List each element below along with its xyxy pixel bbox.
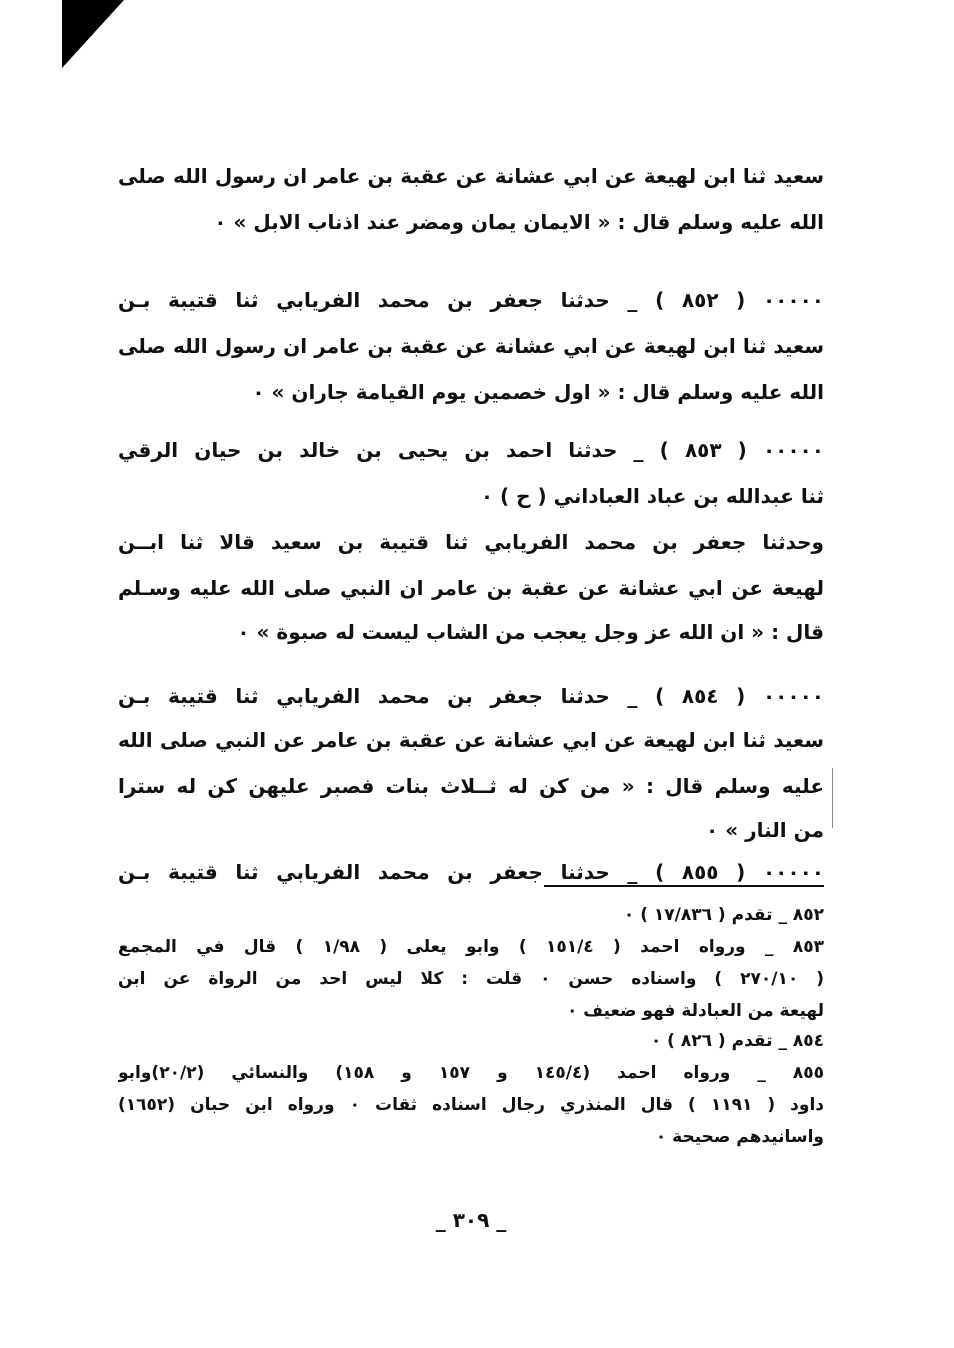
hadith-854-heading: ٠٠٠٠٠ ( ٨٥٤ ) _ حدثنا جعفر بن محمد الفريابي ثنا قتيبة بـن [118,684,824,708]
body-line: الله عليه وسلم قال : « الايمان يمان ومضر عند اذناب الابل » ٠ [214,210,824,234]
hadith-853-heading: ٠٠٠٠٠ ( ٨٥٣ ) _ حدثنا احمد بن يحيى بن خالد بن حيان الرقي [118,438,824,462]
scan-edge-mark [832,768,833,828]
body-line: سعيد ثنا ابن لهيعة عن ابي عشانة عن عقبة بن عامر عن النبي صلى الله [118,728,824,752]
footnote-separator [544,885,824,887]
body-line: قال : « ان الله عز وجل يعجب من الشاب ليست له صبوة » ٠ [237,620,824,644]
document-page [118,0,824,1348]
hadith-852-heading: ٠٠٠٠٠ ( ٨٥٢ ) _ حدثنا جعفر بن محمد الفريابي ثنا قتيبة بـن [118,288,824,312]
body-line: وحدثنا جعفر بن محمد الفريابي ثنا قتيبة بن سعيد قالا ثنا ابــن [118,530,824,554]
footnote-line: لهيعة من العبادلة فهو ضعيف ٠ [566,1001,824,1021]
body-line: لهيعة عن ابي عشانة عن عقبة بن عامر ان النبي صلى الله عليه وسـلم [118,576,824,600]
footnote-line: ٨٥٢ _ تقدم ( ١٧/٨٣٦ ) ٠ [623,905,824,925]
footnote-line: واسانيدهم صحيحة ٠ [655,1127,824,1147]
body-line: عليه وسلم قال : « من كن له ثــلاث بنات فصبر عليهن كن له سترا [118,774,824,798]
body-line: سعيد ثنا ابن لهيعة عن ابي عشانة عن عقبة بن عامر ان رسول الله صلى [118,334,824,358]
footnote-line: ٨٥٤ _ تقدم ( ٨٢٦ ) ٠ [650,1031,824,1051]
footnote-line: ( ٢٧٠/١٠ ) واسناده حسن ٠ قلت : كلا ليس احد من الرواة عن ابن [118,969,824,989]
body-line: الله عليه وسلم قال : « اول خصمين يوم القيامة جاران » ٠ [252,380,824,404]
footnote-line: ٨٥٣ _ ورواه احمد ( ١٥١/٤ ) وابو يعلى ( ١/٩٨ ) قال في المجمع [118,937,824,957]
body-line: ثنا عبدالله بن عباد العباداني ( ح ) ٠ [480,484,824,508]
hadith-855-heading: ٠٠٠٠٠ ( ٨٥٥ ) _ حدثنا جعفر بن محمد الفريابي ثنا قتيبة بـن [118,860,824,884]
footnote-line: داود ( ١١٩١ ) قال المنذري رجال اسناده ثقات ٠ ورواه ابن حبان (١٦٥٢) [118,1095,824,1115]
footnote-line: ٨٥٥ _ ورواه احمد (١٤٥/٤ و ١٥٧ و ١٥٨) والنسائي (٢٠/٢)وابو [118,1063,824,1083]
page-number: _ ٣٠٩ _ [435,1208,507,1232]
body-line: من النار » ٠ [706,818,824,842]
scan-corner-mark [62,0,124,68]
body-line: سعيد ثنا ابن لهيعة عن ابي عشانة عن عقبة بن عامر ان رسول الله صلى [118,164,824,188]
